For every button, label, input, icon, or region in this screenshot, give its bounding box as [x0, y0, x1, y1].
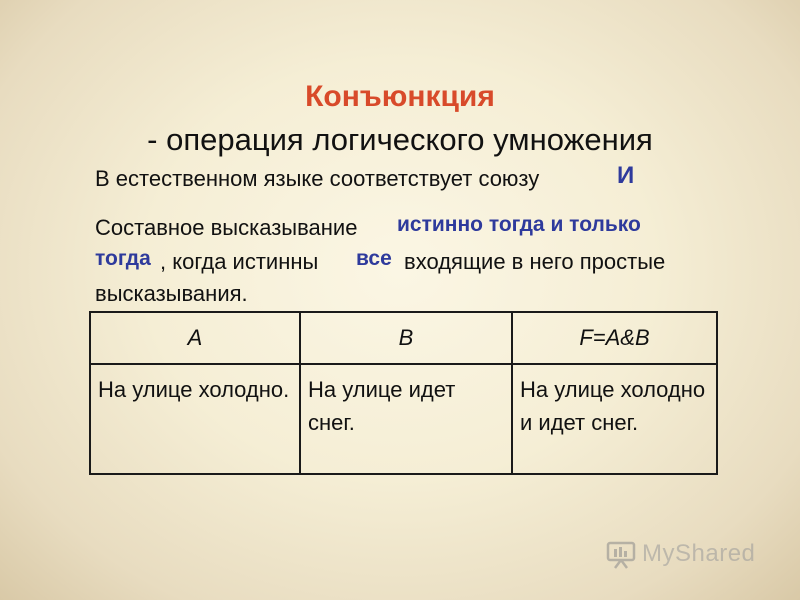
compound-statement-text: Составное высказывание: [95, 215, 358, 240]
natural-language-text: В естественном языке соответствует союзу: [95, 166, 540, 191]
true-iff-highlight: истинно тогда и только: [397, 213, 641, 236]
table-cell-a: На улице холодно.: [90, 364, 300, 474]
header-cell-f: F=A&B: [512, 312, 717, 364]
statements-text: высказывания.: [95, 281, 248, 306]
conjunction-table: [89, 311, 718, 475]
table-cell-b: На улице идет снег.: [300, 364, 512, 474]
slide-subtitle: - операция логического умножения: [147, 122, 653, 157]
table-header-row: [90, 312, 717, 364]
all-highlight: все: [356, 247, 392, 270]
table-row: [90, 364, 717, 474]
header-cell-a: A: [90, 312, 300, 364]
included-simple-text: входящие в него простые: [404, 249, 666, 274]
slide-title: Конъюнкция: [305, 80, 495, 113]
then-highlight: тогда: [95, 247, 151, 270]
watermark-text: MyShared: [642, 540, 756, 567]
table-cell-f: На улице холодно и идет снег.: [512, 364, 717, 474]
when-true-text: , когда истинны: [160, 249, 319, 274]
watermark: [606, 536, 755, 572]
header-cell-b: B: [300, 312, 512, 364]
myshared-logo-icon: [606, 539, 636, 569]
conjunction-letter-highlight: И: [617, 162, 635, 189]
